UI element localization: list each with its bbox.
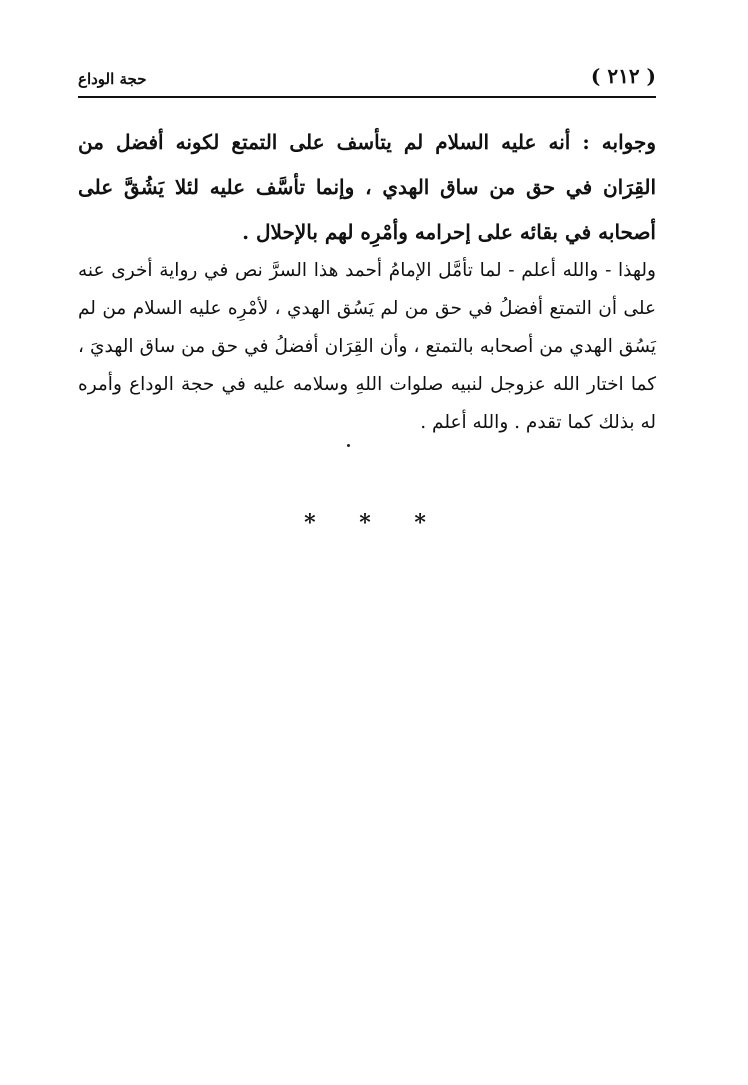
stray-dot bbox=[347, 444, 350, 447]
answer-paragraph: وجوابه : أنه عليه السلام لم يتأسف على التمتع لكونه أفضل من القِرَان في حق من ساق الهدي ، وإنما تأسَّف عليه لئلا يَشُقَّ على أصحابه في بقائه على إحرامه وأمْرِه لهم بالإحلال . bbox=[78, 130, 656, 244]
explanation-paragraph: ولهذا - والله أعلم - لما تأمَّل الإمامُ أحمد هذا السرَّ نص في رواية أخرى عنه على أن التمتع أفضلُ في حق من لم يَسُق الهدي ، لأمْرِه عليه السلام من لم يَسُق الهدي من أصحابه بالتمتع ، وأن القِرَان أفضلُ في حق من ساق الهديَ ، كما اختار الله عزوجل لنبيه صلوات اللهِ وسلامه عليه في حجة الوداع وأمره له بذلك كما تقدم . والله أعلم . bbox=[78, 260, 656, 433]
page-header bbox=[78, 62, 656, 94]
running-title: حجة الوداع bbox=[78, 70, 147, 88]
page-number: ( ٢١٢ ) bbox=[590, 64, 656, 88]
header-rule bbox=[78, 96, 656, 98]
section-separator: * * * bbox=[304, 510, 444, 536]
